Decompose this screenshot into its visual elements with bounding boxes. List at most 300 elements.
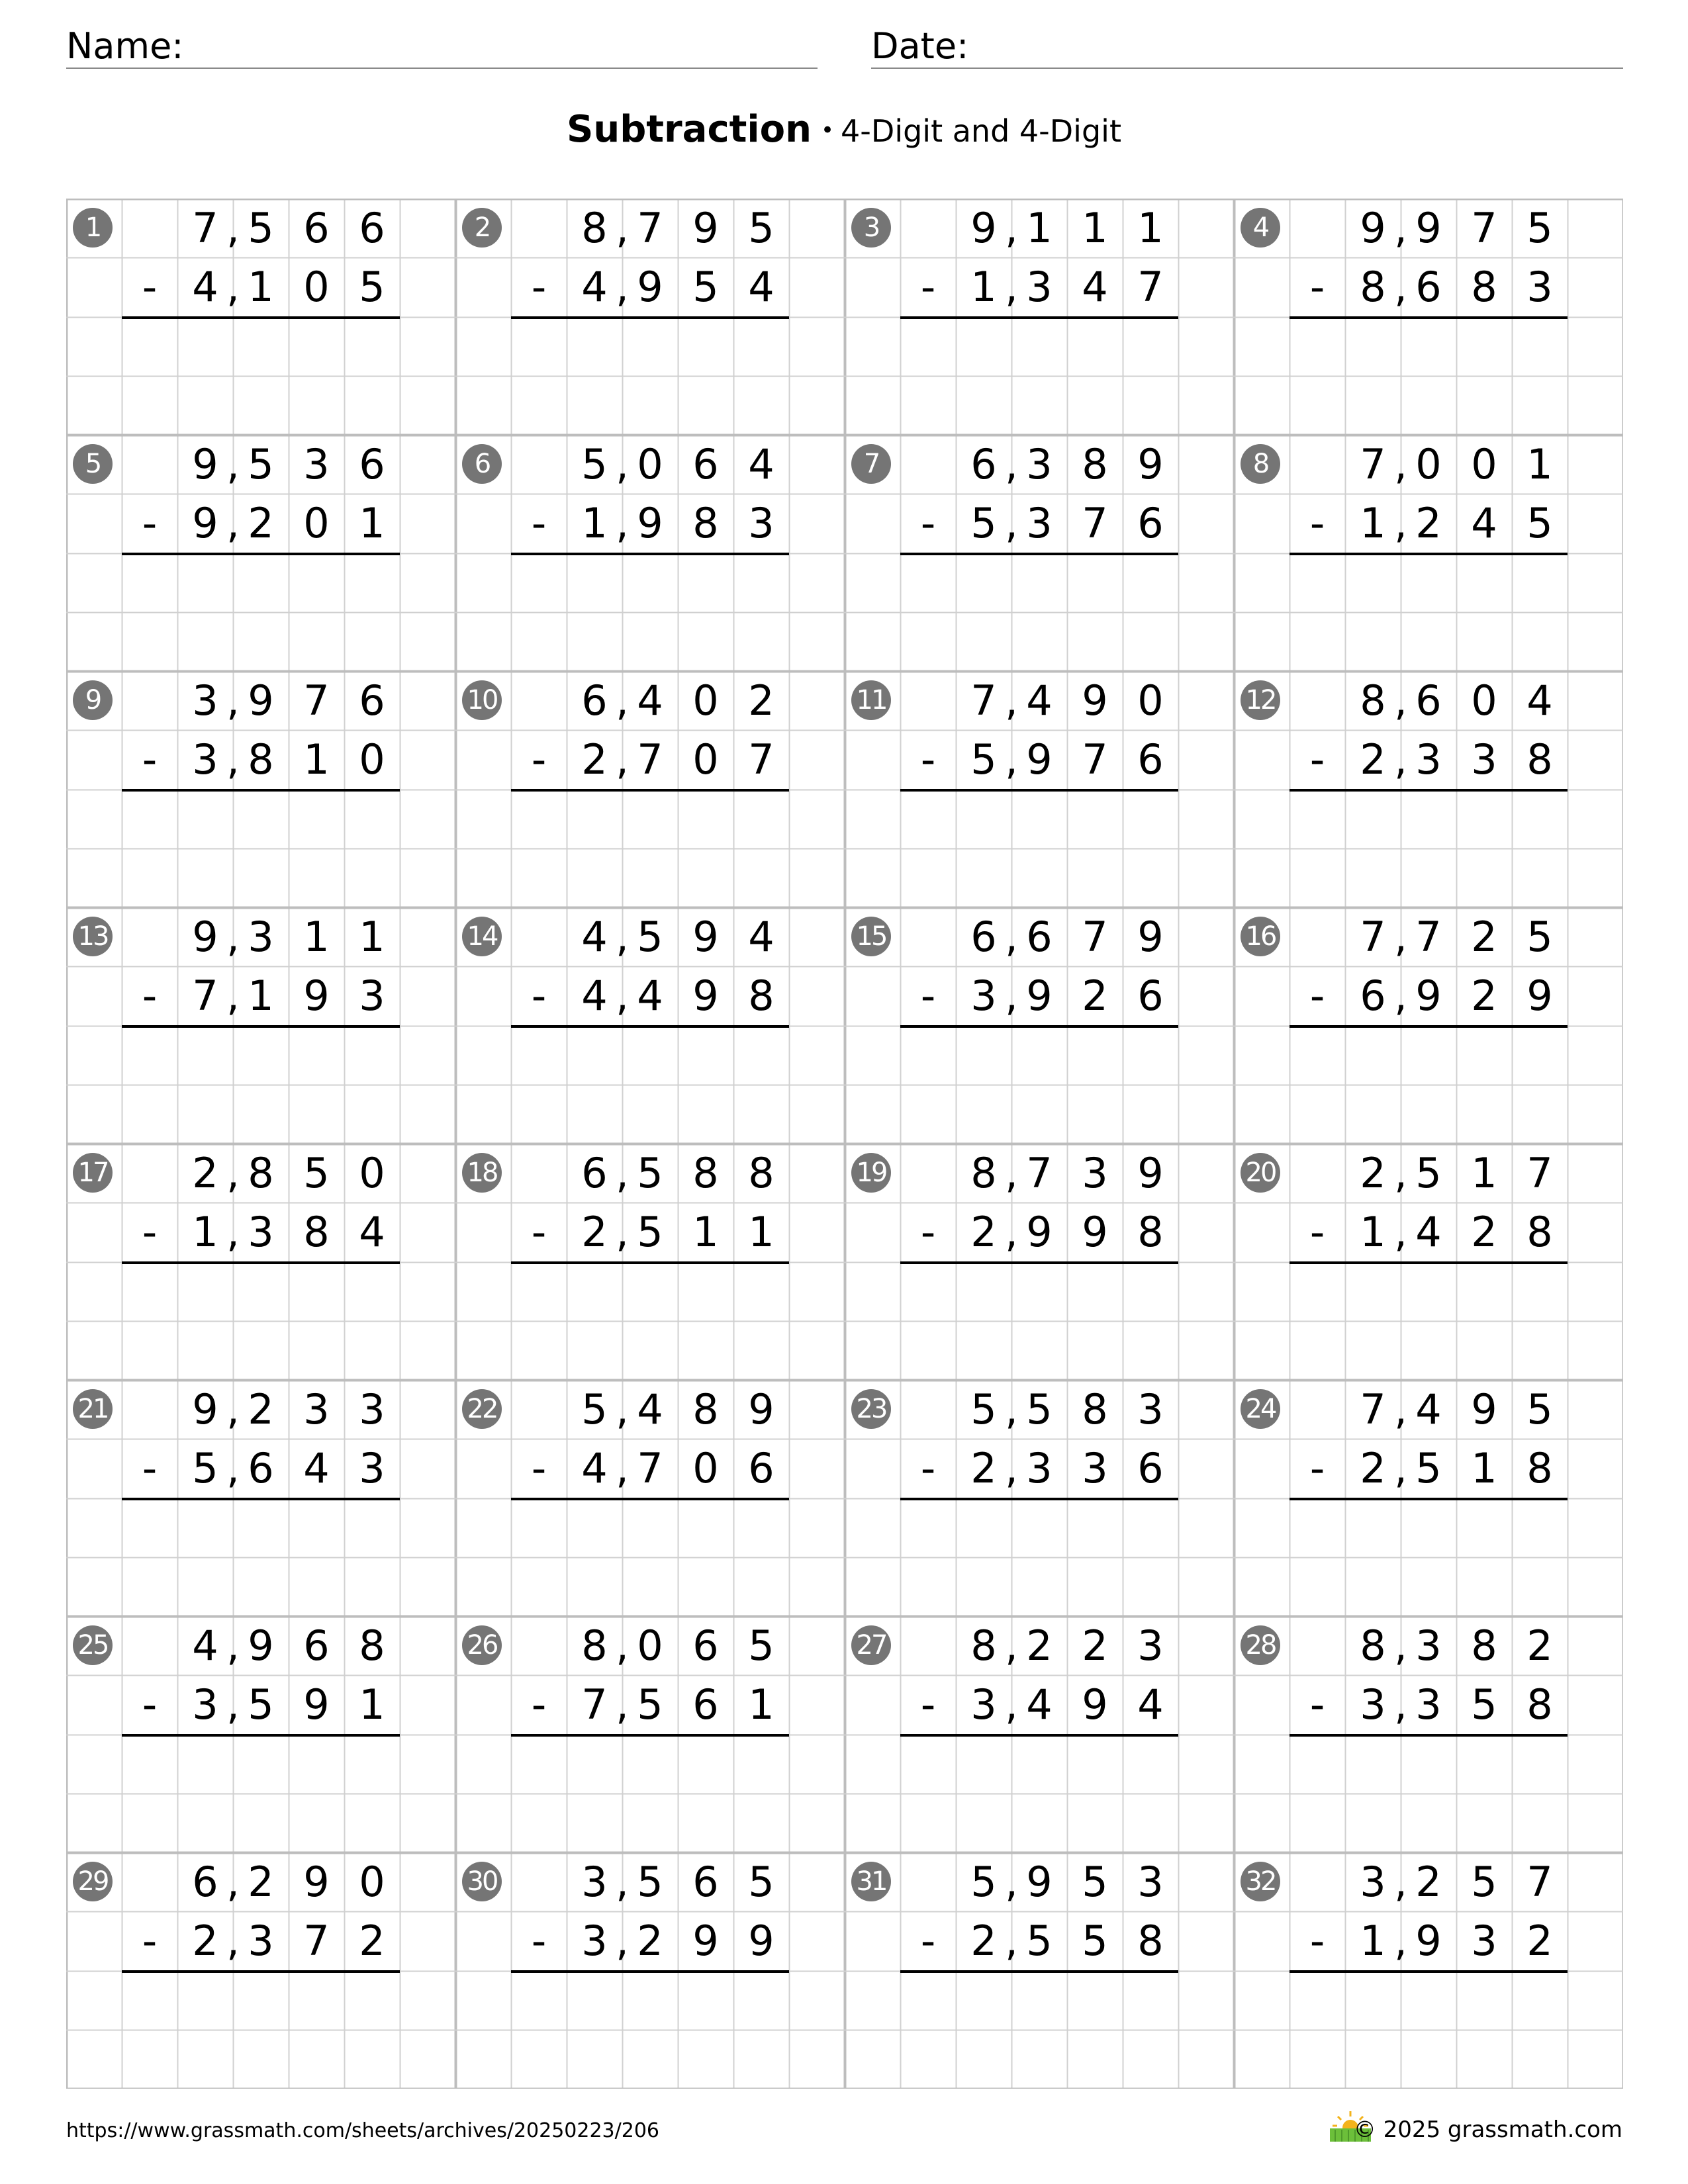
thousands-comma: , <box>1005 440 1018 488</box>
problem-number-badge: 9 <box>73 680 113 720</box>
answer-underline <box>511 1734 789 1737</box>
subtrahend-digit: 0 <box>692 735 719 784</box>
subtrahend-digit: 7 <box>748 735 774 784</box>
problem-number-badge: 7 <box>851 444 891 484</box>
problem-number-badge: 14 <box>462 917 502 956</box>
minuend-digit: 6 <box>359 676 385 725</box>
date-field-line[interactable] <box>871 68 1623 69</box>
subtrahend-digit: 7 <box>192 972 218 1021</box>
minuend-digit: 5 <box>1526 1385 1553 1433</box>
minus-sign: - <box>1309 972 1325 1021</box>
minus-sign: - <box>1309 263 1325 312</box>
minuend-digit: 8 <box>692 1385 719 1433</box>
thousands-comma: , <box>226 735 240 784</box>
minuend-digit: 6 <box>581 1149 608 1197</box>
subtrahend-digit: 2 <box>970 1444 997 1493</box>
minuend-digit: 5 <box>970 1858 997 1906</box>
subtrahend-digit: 4 <box>303 1444 330 1493</box>
subtrahend-digit: 3 <box>748 499 774 548</box>
answer-underline <box>1289 1261 1568 1264</box>
thousands-comma: , <box>1394 1444 1407 1493</box>
minus-sign: - <box>531 1680 547 1729</box>
minuend-digit: 2 <box>1082 1621 1108 1670</box>
minus-sign: - <box>1309 499 1325 548</box>
subtrahend-digit: 1 <box>748 1208 774 1257</box>
thousands-comma: , <box>616 913 629 961</box>
subtrahend-digit: 5 <box>1526 499 1553 548</box>
subtrahend-digit: 1 <box>1360 499 1386 548</box>
subtrahend-digit: 8 <box>1526 1444 1553 1493</box>
minus-sign: - <box>531 1917 547 1966</box>
thousands-comma: , <box>616 1917 629 1966</box>
minuend-digit: 9 <box>1415 204 1442 252</box>
subtrahend-digit: 2 <box>970 1208 997 1257</box>
answer-underline <box>1289 1025 1568 1028</box>
minuend-digit: 4 <box>1526 676 1553 725</box>
minuend-digit: 4 <box>637 1385 663 1433</box>
subtrahend-digit: 2 <box>581 735 608 784</box>
thousands-comma: , <box>1005 263 1018 312</box>
minuend-digit: 1 <box>359 913 385 961</box>
minus-sign: - <box>920 1444 936 1493</box>
minuend-digit: 5 <box>748 1858 774 1906</box>
subtrahend-digit: 6 <box>1137 972 1164 1021</box>
subtrahend-digit: 1 <box>970 263 997 312</box>
thousands-comma: , <box>1394 1680 1407 1729</box>
subtrahend-digit: 1 <box>748 1680 774 1729</box>
answer-underline <box>900 1025 1178 1028</box>
thousands-comma: , <box>616 1149 629 1197</box>
minuend-digit: 1 <box>303 913 330 961</box>
thousands-comma: , <box>1005 1208 1018 1257</box>
answer-underline <box>511 1025 789 1028</box>
minuend-digit: 8 <box>970 1149 997 1197</box>
minus-sign: - <box>1309 1444 1325 1493</box>
minus-sign: - <box>531 972 547 1021</box>
minuend-digit: 7 <box>1526 1858 1553 1906</box>
subtrahend-digit: 0 <box>359 735 385 784</box>
subtrahend-digit: 2 <box>637 1917 663 1966</box>
subtrahend-digit: 5 <box>1026 1917 1053 1966</box>
minuend-digit: 5 <box>1526 913 1553 961</box>
minuend-digit: 9 <box>192 913 218 961</box>
minuend-digit: 8 <box>248 1149 274 1197</box>
minuend-digit: 1 <box>1137 204 1164 252</box>
subtrahend-digit: 2 <box>359 1917 385 1966</box>
minuend-digit: 0 <box>359 1149 385 1197</box>
minuend-digit: 9 <box>1082 676 1108 725</box>
subtrahend-digit: 2 <box>192 1917 218 1966</box>
problem-number-badge: 15 <box>851 917 891 956</box>
subtrahend-digit: 7 <box>1137 263 1164 312</box>
thousands-comma: , <box>1005 204 1018 252</box>
subtrahend-digit: 8 <box>1360 263 1386 312</box>
thousands-comma: , <box>1005 972 1018 1021</box>
minuend-digit: 2 <box>192 1149 218 1197</box>
minus-sign: - <box>142 1917 158 1966</box>
thousands-comma: , <box>616 972 629 1021</box>
subtrahend-digit: 5 <box>692 263 719 312</box>
answer-underline <box>900 553 1178 555</box>
minuend-digit: 3 <box>1137 1385 1164 1433</box>
subtrahend-digit: 3 <box>1471 735 1497 784</box>
subtrahend-digit: 3 <box>970 1680 997 1729</box>
minuend-digit: 8 <box>1360 1621 1386 1670</box>
subtrahend-digit: 5 <box>970 499 997 548</box>
problem-number-badge: 22 <box>462 1389 502 1429</box>
problem-number-badge: 11 <box>851 680 891 720</box>
subtrahend-digit: 5 <box>248 1680 274 1729</box>
subtrahend-digit: 9 <box>692 1917 719 1966</box>
minuend-digit: 9 <box>1137 1149 1164 1197</box>
subtrahend-digit: 9 <box>1415 1917 1442 1966</box>
subtrahend-digit: 0 <box>303 499 330 548</box>
subtrahend-digit: 2 <box>1082 972 1108 1021</box>
title-subtitle: 4-Digit and 4-Digit <box>841 113 1121 149</box>
minuend-digit: 6 <box>359 440 385 488</box>
name-label: Name: <box>66 25 184 67</box>
problem-number-badge: 3 <box>851 208 891 248</box>
subtrahend-digit: 2 <box>1360 735 1386 784</box>
thousands-comma: , <box>616 1621 629 1670</box>
thousands-comma: , <box>616 1680 629 1729</box>
page-title <box>0 108 1688 151</box>
answer-underline <box>511 1498 789 1500</box>
answer-underline <box>1289 316 1568 319</box>
subtrahend-digit: 1 <box>248 263 274 312</box>
subtrahend-digit: 4 <box>1082 263 1108 312</box>
thousands-comma: , <box>616 676 629 725</box>
thousands-comma: , <box>1394 263 1407 312</box>
subtrahend-digit: 5 <box>637 1680 663 1729</box>
subtrahend-digit: 7 <box>637 735 663 784</box>
answer-underline <box>511 789 789 792</box>
thousands-comma: , <box>226 676 240 725</box>
thousands-comma: , <box>1005 1858 1018 1906</box>
answer-underline <box>122 1261 400 1264</box>
thousands-comma: , <box>616 1385 629 1433</box>
subtrahend-digit: 6 <box>692 1680 719 1729</box>
subtrahend-digit: 3 <box>1026 263 1053 312</box>
answer-underline <box>511 1970 789 1973</box>
subtrahend-digit: 3 <box>1415 735 1442 784</box>
problem-number-badge: 23 <box>851 1389 891 1429</box>
subtrahend-digit: 2 <box>1471 1208 1497 1257</box>
answer-underline <box>122 553 400 555</box>
minus-sign: - <box>920 735 936 784</box>
subtrahend-digit: 2 <box>581 1208 608 1257</box>
footer-url: https://www.grassmath.com/sheets/archives/20250223/206 <box>66 2119 660 2142</box>
minuend-digit: 5 <box>637 913 663 961</box>
subtrahend-digit: 9 <box>637 499 663 548</box>
minuend-digit: 5 <box>581 440 608 488</box>
subtrahend-digit: 1 <box>1360 1917 1386 1966</box>
answer-underline <box>511 316 789 319</box>
subtrahend-digit: 3 <box>1471 1917 1497 1966</box>
minuend-digit: 8 <box>1360 676 1386 725</box>
answer-underline <box>1289 1498 1568 1500</box>
minus-sign: - <box>531 735 547 784</box>
thousands-comma: , <box>226 913 240 961</box>
answer-underline <box>122 316 400 319</box>
subtrahend-digit: 3 <box>1026 1444 1053 1493</box>
thousands-comma: , <box>226 972 240 1021</box>
subtrahend-digit: 4 <box>1137 1680 1164 1729</box>
thousands-comma: , <box>226 204 240 252</box>
minuend-digit: 2 <box>1415 1858 1442 1906</box>
minuend-digit: 6 <box>692 1858 719 1906</box>
minuend-digit: 6 <box>581 676 608 725</box>
subtrahend-digit: 4 <box>359 1208 385 1257</box>
thousands-comma: , <box>1005 913 1018 961</box>
thousands-comma: , <box>1005 735 1018 784</box>
minus-sign: - <box>531 263 547 312</box>
subtrahend-digit: 3 <box>1526 263 1553 312</box>
minuend-digit: 4 <box>637 676 663 725</box>
subtrahend-digit: 3 <box>970 972 997 1021</box>
subtrahend-digit: 3 <box>1360 1680 1386 1729</box>
minuend-digit: 3 <box>1360 1858 1386 1906</box>
minuend-digit: 7 <box>1026 1149 1053 1197</box>
subtrahend-digit: 9 <box>637 263 663 312</box>
minuend-digit: 7 <box>1471 204 1497 252</box>
answer-underline <box>122 1970 400 1973</box>
subtrahend-digit: 8 <box>248 735 274 784</box>
subtrahend-digit: 9 <box>1415 972 1442 1021</box>
answer-underline <box>122 789 400 792</box>
subtrahend-digit: 9 <box>1026 972 1053 1021</box>
minuend-digit: 9 <box>970 204 997 252</box>
problem-number-badge: 5 <box>73 444 113 484</box>
subtrahend-digit: 1 <box>248 972 274 1021</box>
subtrahend-digit: 1 <box>1360 1208 1386 1257</box>
minuend-digit: 8 <box>692 1149 719 1197</box>
minuend-digit: 8 <box>581 204 608 252</box>
subtrahend-digit: 8 <box>1526 1208 1553 1257</box>
minus-sign: - <box>920 1680 936 1729</box>
subtrahend-digit: 9 <box>1026 1208 1053 1257</box>
thousands-comma: , <box>226 1385 240 1433</box>
thousands-comma: , <box>1394 1917 1407 1966</box>
minus-sign: - <box>920 972 936 1021</box>
subtrahend-digit: 0 <box>303 263 330 312</box>
minuend-digit: 2 <box>1471 913 1497 961</box>
thousands-comma: , <box>226 499 240 548</box>
subtrahend-digit: 4 <box>581 1444 608 1493</box>
answer-underline <box>900 1498 1178 1500</box>
problem-number-badge: 27 <box>851 1625 891 1665</box>
thousands-comma: , <box>1394 499 1407 548</box>
answer-underline <box>122 1498 400 1500</box>
minuend-digit: 1 <box>1026 204 1053 252</box>
subtrahend-digit: 1 <box>192 1208 218 1257</box>
minuend-digit: 9 <box>303 1858 330 1906</box>
minuend-digit: 9 <box>692 913 719 961</box>
subtrahend-digit: 5 <box>1471 1680 1497 1729</box>
subtrahend-digit: 6 <box>1137 735 1164 784</box>
subtrahend-digit: 7 <box>637 1444 663 1493</box>
thousands-comma: , <box>1005 1917 1018 1966</box>
minuend-digit: 6 <box>303 1621 330 1670</box>
minuend-digit: 5 <box>637 1149 663 1197</box>
subtrahend-digit: 1 <box>359 1680 385 1729</box>
minuend-digit: 2 <box>1360 1149 1386 1197</box>
thousands-comma: , <box>226 263 240 312</box>
minuend-digit: 4 <box>581 913 608 961</box>
date-label: Date: <box>871 25 969 67</box>
minuend-digit: 3 <box>1137 1621 1164 1670</box>
minuend-digit: 6 <box>1026 913 1053 961</box>
answer-underline <box>511 553 789 555</box>
problem-number-badge: 2 <box>462 208 502 248</box>
minuend-digit: 8 <box>748 1149 774 1197</box>
minuend-digit: 5 <box>1526 204 1553 252</box>
minuend-digit: 8 <box>970 1621 997 1670</box>
subtrahend-digit: 4 <box>581 972 608 1021</box>
subtrahend-digit: 9 <box>1082 1680 1108 1729</box>
subtrahend-digit: 9 <box>1526 972 1553 1021</box>
subtrahend-digit: 9 <box>1026 735 1053 784</box>
name-field-line[interactable] <box>66 68 818 69</box>
footer-copyright: © 2025 grassmath.com <box>1353 2116 1622 2143</box>
thousands-comma: , <box>616 440 629 488</box>
problem-number-badge: 24 <box>1241 1389 1280 1429</box>
problem-number-badge: 29 <box>73 1862 113 1901</box>
minuend-digit: 2 <box>248 1385 274 1433</box>
minus-sign: - <box>142 1444 158 1493</box>
minus-sign: - <box>531 1444 547 1493</box>
minuend-digit: 9 <box>192 440 218 488</box>
thousands-comma: , <box>616 1858 629 1906</box>
minuend-digit: 3 <box>1082 1149 1108 1197</box>
problem-number-badge: 18 <box>462 1153 502 1193</box>
subtrahend-digit: 5 <box>192 1444 218 1493</box>
minuend-digit: 3 <box>581 1858 608 1906</box>
minuend-digit: 0 <box>1415 440 1442 488</box>
minuend-digit: 8 <box>359 1621 385 1670</box>
minus-sign: - <box>142 972 158 1021</box>
subtrahend-digit: 6 <box>1415 263 1442 312</box>
thousands-comma: , <box>1005 676 1018 725</box>
subtrahend-digit: 5 <box>1415 1444 1442 1493</box>
thousands-comma: , <box>226 1858 240 1906</box>
problem-number-badge: 1 <box>73 208 113 248</box>
minus-sign: - <box>920 1917 936 1966</box>
subtrahend-digit: 7 <box>1082 499 1108 548</box>
minus-sign: - <box>1309 1917 1325 1966</box>
minuend-digit: 0 <box>1137 676 1164 725</box>
minuend-digit: 9 <box>1471 1385 1497 1433</box>
minus-sign: - <box>142 263 158 312</box>
problem-number-badge: 28 <box>1241 1625 1280 1665</box>
problem-number-badge: 30 <box>462 1862 502 1901</box>
minuend-digit: 5 <box>637 1858 663 1906</box>
problem-number-badge: 13 <box>73 917 113 956</box>
minuend-digit: 8 <box>1082 1385 1108 1433</box>
thousands-comma: , <box>1005 499 1018 548</box>
subtrahend-digit: 1 <box>581 499 608 548</box>
minuend-digit: 5 <box>1026 1385 1053 1433</box>
subtrahend-digit: 9 <box>303 972 330 1021</box>
minuend-digit: 9 <box>248 676 274 725</box>
minus-sign: - <box>920 263 936 312</box>
answer-underline <box>900 1261 1178 1264</box>
subtrahend-digit: 9 <box>192 499 218 548</box>
minuend-digit: 5 <box>970 1385 997 1433</box>
subtrahend-digit: 6 <box>1137 499 1164 548</box>
subtrahend-digit: 3 <box>248 1917 274 1966</box>
minuend-digit: 7 <box>1082 913 1108 961</box>
thousands-comma: , <box>1394 1208 1407 1257</box>
problem-number-badge: 6 <box>462 444 502 484</box>
subtrahend-digit: 6 <box>1360 972 1386 1021</box>
minuend-digit: 9 <box>192 1385 218 1433</box>
subtrahend-digit: 8 <box>1471 263 1497 312</box>
subtrahend-digit: 4 <box>192 263 218 312</box>
minus-sign: - <box>920 499 936 548</box>
subtrahend-digit: 3 <box>359 972 385 1021</box>
subtrahend-digit: 4 <box>748 263 774 312</box>
minuend-digit: 5 <box>748 1621 774 1670</box>
thousands-comma: , <box>1005 1385 1018 1433</box>
subtrahend-digit: 5 <box>359 263 385 312</box>
minus-sign: - <box>142 499 158 548</box>
minuend-digit: 5 <box>248 440 274 488</box>
subtrahend-digit: 9 <box>303 1680 330 1729</box>
thousands-comma: , <box>1394 1149 1407 1197</box>
subtrahend-digit: 7 <box>581 1680 608 1729</box>
minuend-digit: 2 <box>1026 1621 1053 1670</box>
answer-underline <box>1289 1734 1568 1737</box>
answer-underline <box>1289 789 1568 792</box>
minuend-digit: 3 <box>192 676 218 725</box>
answer-underline <box>122 1734 400 1737</box>
subtrahend-digit: 8 <box>1137 1917 1164 1966</box>
answer-underline <box>900 1734 1178 1737</box>
minuend-digit: 4 <box>748 913 774 961</box>
minus-sign: - <box>1309 1208 1325 1257</box>
minuend-digit: 4 <box>192 1621 218 1670</box>
subtrahend-digit: 3 <box>1415 1680 1442 1729</box>
minuend-digit: 5 <box>1415 1149 1442 1197</box>
problem-number-badge: 26 <box>462 1625 502 1665</box>
answer-underline <box>511 1261 789 1264</box>
subtrahend-digit: 9 <box>692 972 719 1021</box>
subtrahend-digit: 2 <box>1360 1444 1386 1493</box>
thousands-comma: , <box>226 1444 240 1493</box>
minus-sign: - <box>920 1208 936 1257</box>
thousands-comma: , <box>1394 1385 1407 1433</box>
thousands-comma: , <box>616 1444 629 1493</box>
minuend-digit: 8 <box>1082 440 1108 488</box>
minuend-digit: 7 <box>1360 913 1386 961</box>
minuend-digit: 9 <box>692 204 719 252</box>
minuend-digit: 5 <box>748 204 774 252</box>
subtrahend-digit: 8 <box>1137 1208 1164 1257</box>
minuend-digit: 9 <box>748 1385 774 1433</box>
subtrahend-digit: 3 <box>1026 499 1053 548</box>
subtrahend-digit: 3 <box>248 1208 274 1257</box>
subtrahend-digit: 3 <box>192 735 218 784</box>
minus-sign: - <box>1309 1680 1325 1729</box>
minuend-digit: 2 <box>1526 1621 1553 1670</box>
minuend-digit: 9 <box>1360 204 1386 252</box>
minuend-digit: 0 <box>359 1858 385 1906</box>
minuend-digit: 1 <box>1082 204 1108 252</box>
problem-number-badge: 8 <box>1241 444 1280 484</box>
subtrahend-digit: 7 <box>1082 735 1108 784</box>
thousands-comma: , <box>226 440 240 488</box>
